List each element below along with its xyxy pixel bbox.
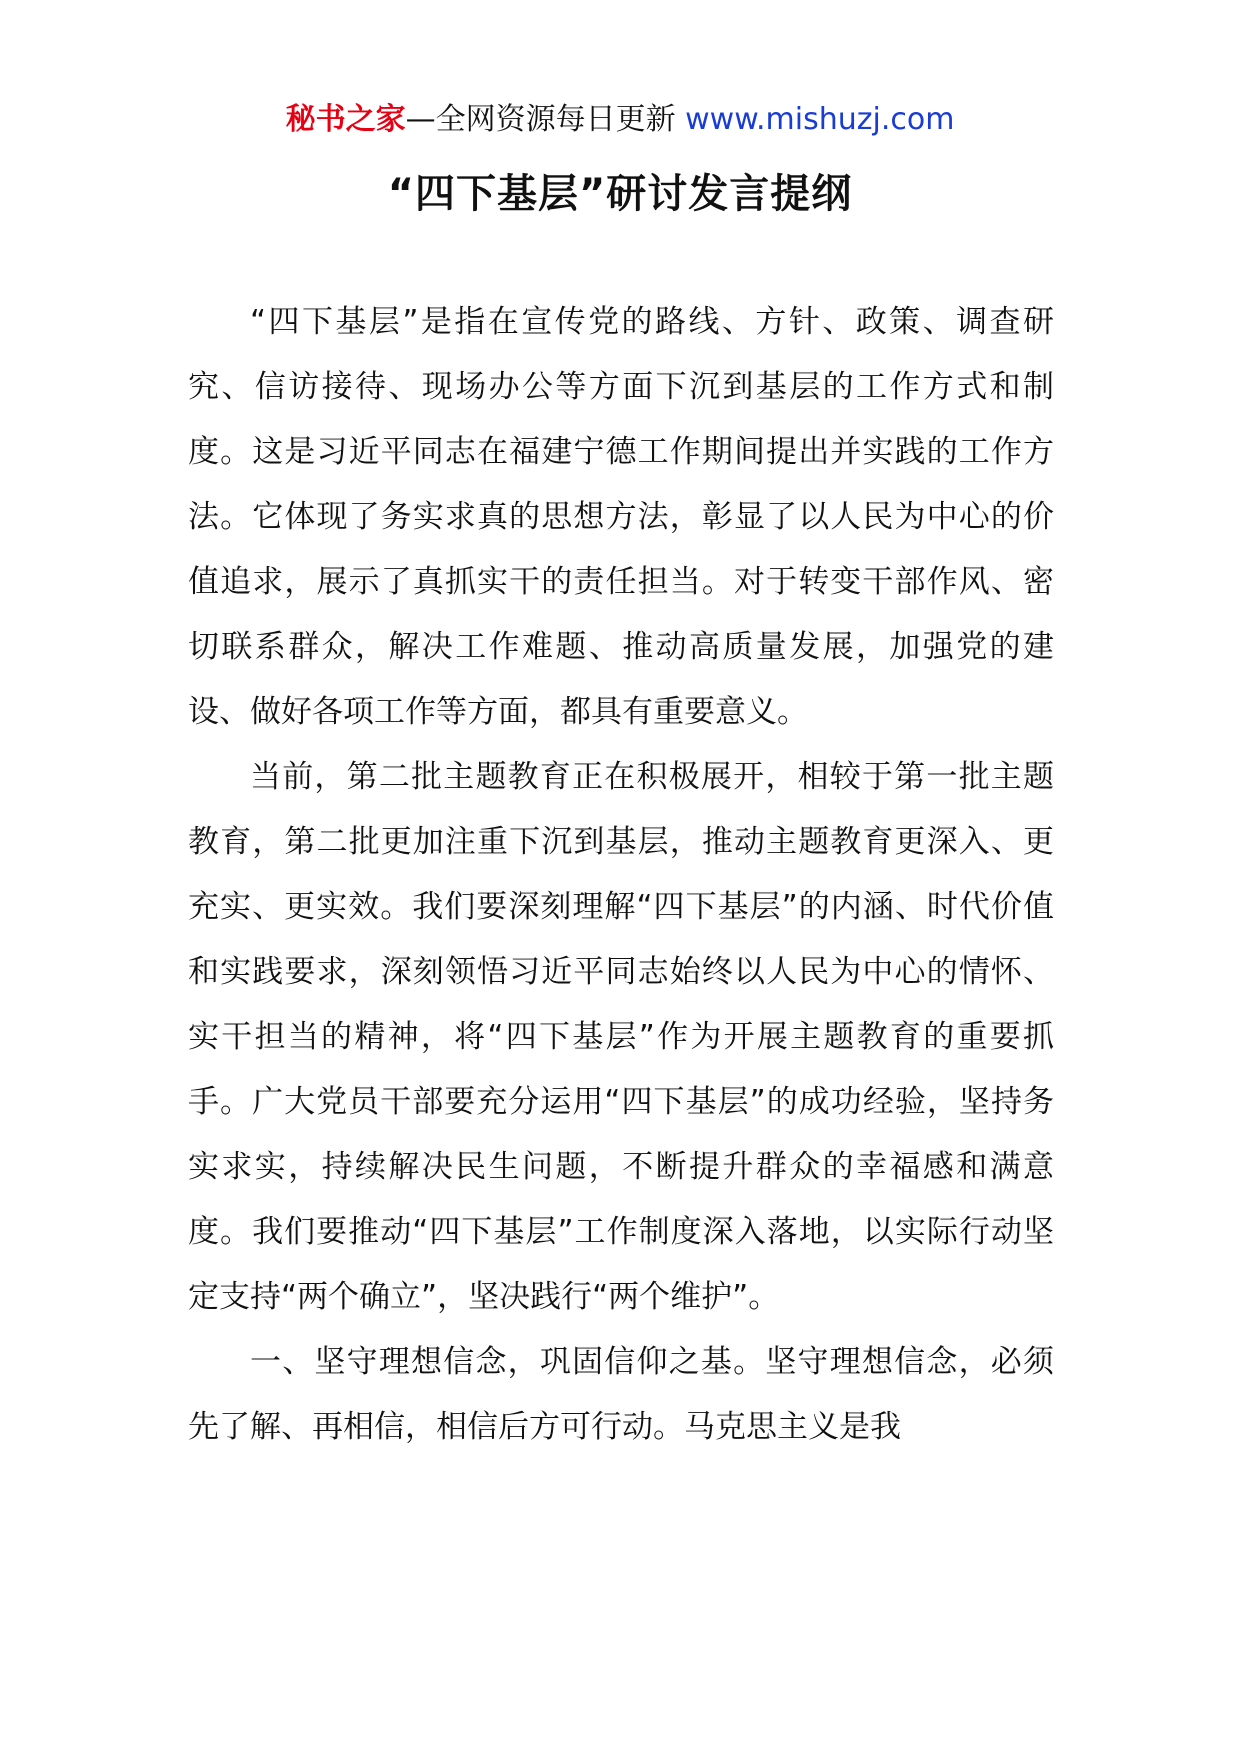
- document-body: [188, 290, 1054, 1460]
- site-header: [0, 100, 1240, 140]
- document-title: “四下基层”研讨发言提纲: [387, 171, 853, 217]
- brand-name: 秘书之家: [285, 102, 406, 137]
- header-tagline: —全网资源每日更新: [405, 102, 676, 137]
- paragraph-section-one: 一、坚守理想信念，巩固信仰之基。坚守理想信念，必须先了解、再相信，相信后方可行动。马克思主义是我: [188, 1344, 1054, 1445]
- site-url-link[interactable]: www.mishuzj.com: [685, 102, 955, 137]
- paragraph-current: 当前，第二批主题教育正在积极展开，相较于第一批主题教育，第二批更加注重下沉到基层，推动主题教育更深入、更充实、更实效。我们要深刻理解“四下基层”的内涵、时代价值和实践要求，深刻领悟习近平同志始终以人民为中心的情怀、实干担当的精神，将“四下基层”作为开展主题教育的重要抓手。广大党员干部要充分运用“四下基层”的成功经验，坚持务实求实，持续解决民生问题，不断提升群众的幸福感和满意度。我们要推动“四下基层”工作制度深入落地，以实际行动坚定支持“两个确立”，坚决践行“两个维护”。: [188, 759, 1054, 1315]
- paragraph-intro: “四下基层”是指在宣传党的路线、方针、政策、调查研究、信访接待、现场办公等方面下沉到基层的工作方式和制度。这是习近平同志在福建宁德工作期间提出并实践的工作方法。它体现了务实求真的思想方法，彰显了以人民为中心的价值追求，展示了真抓实干的责任担当。对于转变干部作风、密切联系群众，解决工作难题、推动高质量发展，加强党的建设、做好各项工作等方面，都具有重要意义。: [188, 304, 1054, 730]
